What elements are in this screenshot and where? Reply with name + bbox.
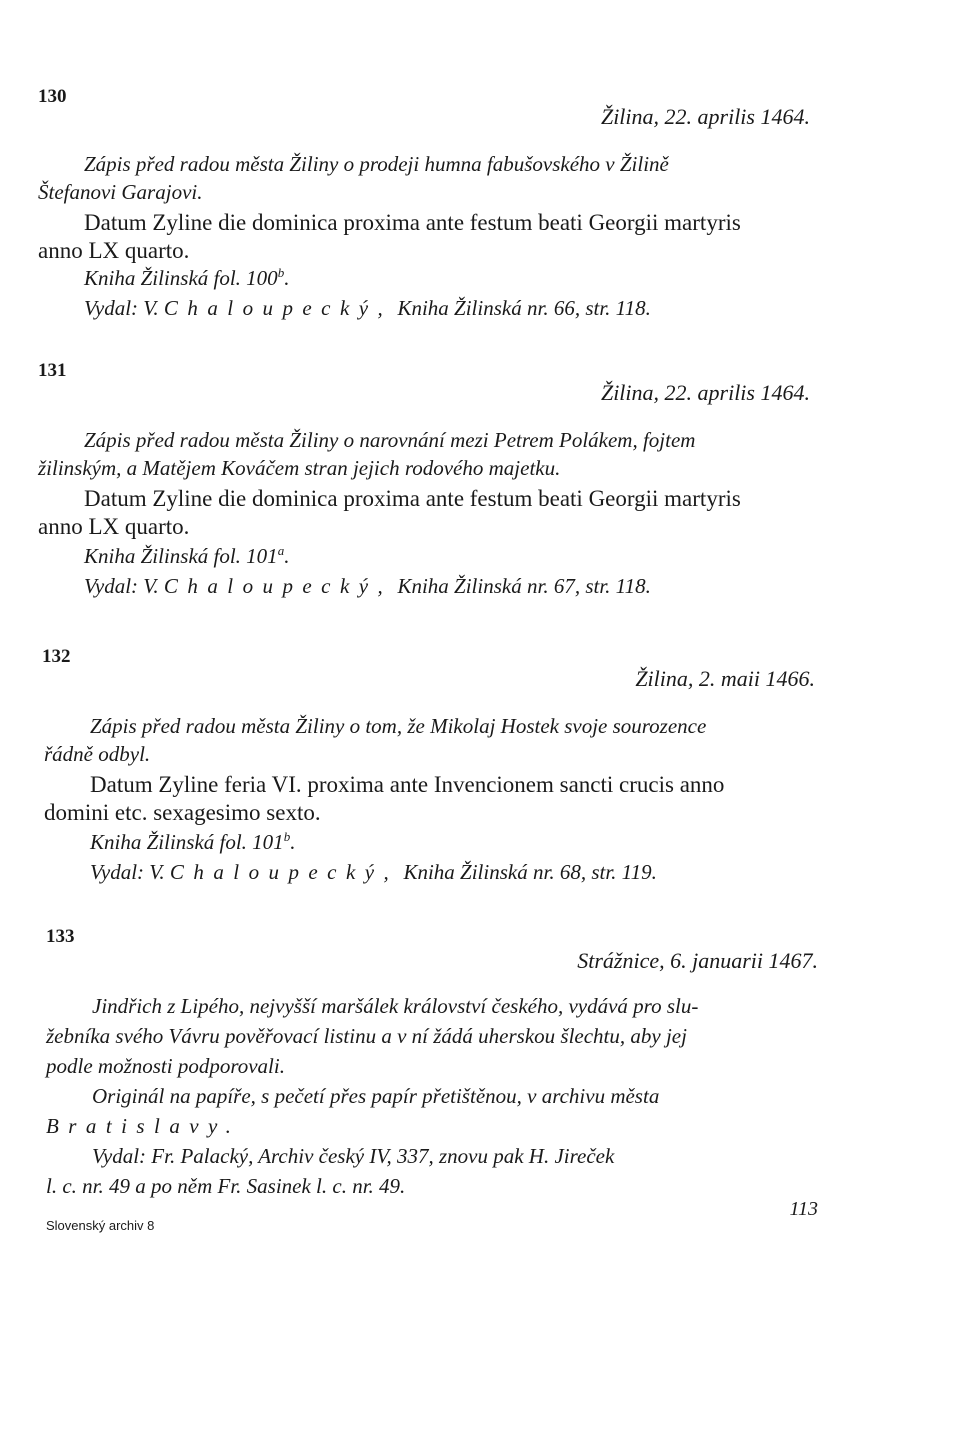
vydal-editor-name: Chaloupecký, [163, 296, 393, 320]
entry-number: 133 [46, 926, 75, 947]
entry-kniha: Kniha Žilinská fol. 101$^b$. [90, 829, 296, 854]
entry-datum-line: Datum Zyline die dominica proxima ante festum beati Georgii martyris [84, 210, 741, 235]
kniha-superscript: b [283, 829, 291, 844]
entry-place-date: Žilina, 2. maii 1466. [635, 666, 815, 691]
vydal-prefix: Vydal: V. [90, 860, 165, 884]
entry-datum-line: domini etc. sexagesimo sexto. [44, 800, 321, 825]
vydal-reference: Kniha Žilinská nr. 66, str. 118. [397, 296, 651, 320]
entry-place-date: Žilina, 22. aprilis 1464. [600, 380, 810, 405]
entry-summary-line: Zápis před radou města Žiliny o prodeji humna fabušovského v Žilině [84, 152, 669, 176]
footer-series-label: Slovenský archiv 8 [46, 1218, 155, 1233]
entry-place-date: Žilina, 22. aprilis 1464. [600, 104, 810, 129]
vydal-editor-name: Chaloupecký, [163, 574, 393, 598]
entry-summary-line: žilinským, a Matějem Kováčem stran jejich rodového majetku. [38, 456, 561, 480]
kniha-superscript: a [277, 543, 285, 558]
entry-summary-line: podle možnosti podporovali. [46, 1054, 285, 1078]
entry-datum-line: Datum Zyline die dominica proxima ante festum beati Georgii martyris [84, 486, 741, 511]
entry-kniha: Kniha Žilinská fol. 100$^b$. [84, 265, 290, 290]
entry-number: 130 [38, 86, 67, 107]
entry-vydal-line: Vydal: Fr. Palacký, Archiv český IV, 337, znovu pak H. Jireček [92, 1144, 615, 1168]
kniha-text: Kniha Žilinská fol. 101 [84, 544, 278, 568]
entry-datum-line: anno LX quarto. [38, 238, 190, 263]
entry-number: 131 [38, 360, 67, 381]
entry-summary-line: Štefanovi Garajovi. [38, 180, 203, 204]
entry-summary-line: žebníka svého Vávru pověřovací listinu a v ní žádá uherskou šlechtu, aby jej [46, 1024, 687, 1048]
entry-datum-line: Datum Zyline feria VI. proxima ante Invencionem sancti crucis anno [90, 772, 725, 797]
entry-original-line: Bratislavy. [46, 1114, 241, 1138]
entry-vydal [90, 860, 657, 885]
vydal-prefix: Vydal: V. [84, 574, 159, 598]
vydal-prefix: Vydal: V. [84, 296, 159, 320]
entry-original-line: Originál na papíře, s pečetí přes papír přetištěnou, v archivu města [92, 1084, 660, 1108]
entry-summary-line: Zápis před radou města Žiliny o narovnání mezi Petrem Polákem, fojtem [84, 428, 696, 452]
entry-summary-line: Jindřich z Lipého, nejvyšší maršálek království českého, vydává pro slu- [92, 994, 699, 1018]
entry-summary-line: řádně odbyl. [44, 742, 151, 766]
vydal-reference: Kniha Žilinská nr. 68, str. 119. [403, 860, 657, 884]
entry-kniha: Kniha Žilinská fol. 101$^a$. [84, 543, 290, 568]
entry-vydal [84, 296, 651, 321]
entry-datum-line: anno LX quarto. [38, 514, 190, 539]
entry-vydal [84, 574, 651, 599]
kniha-text: Kniha Žilinská fol. 101 [90, 830, 284, 854]
page-number: 113 [789, 1198, 818, 1220]
entry-summary-line: Zápis před radou města Žiliny o tom, že Mikolaj Hostek svoje sourozence [90, 714, 707, 738]
vydal-editor-name: Chaloupecký, [169, 860, 399, 884]
kniha-text: Kniha Žilinská fol. 100 [84, 266, 278, 290]
entry-number: 132 [42, 646, 71, 667]
entry-vydal-line: l. c. nr. 49 a po něm Fr. Sasinek l. c. nr. 49. [46, 1174, 406, 1198]
kniha-superscript: b [277, 265, 285, 280]
vydal-reference: Kniha Žilinská nr. 67, str. 118. [397, 574, 651, 598]
entry-place-date: Strážnice, 6. januarii 1467. [577, 948, 818, 973]
